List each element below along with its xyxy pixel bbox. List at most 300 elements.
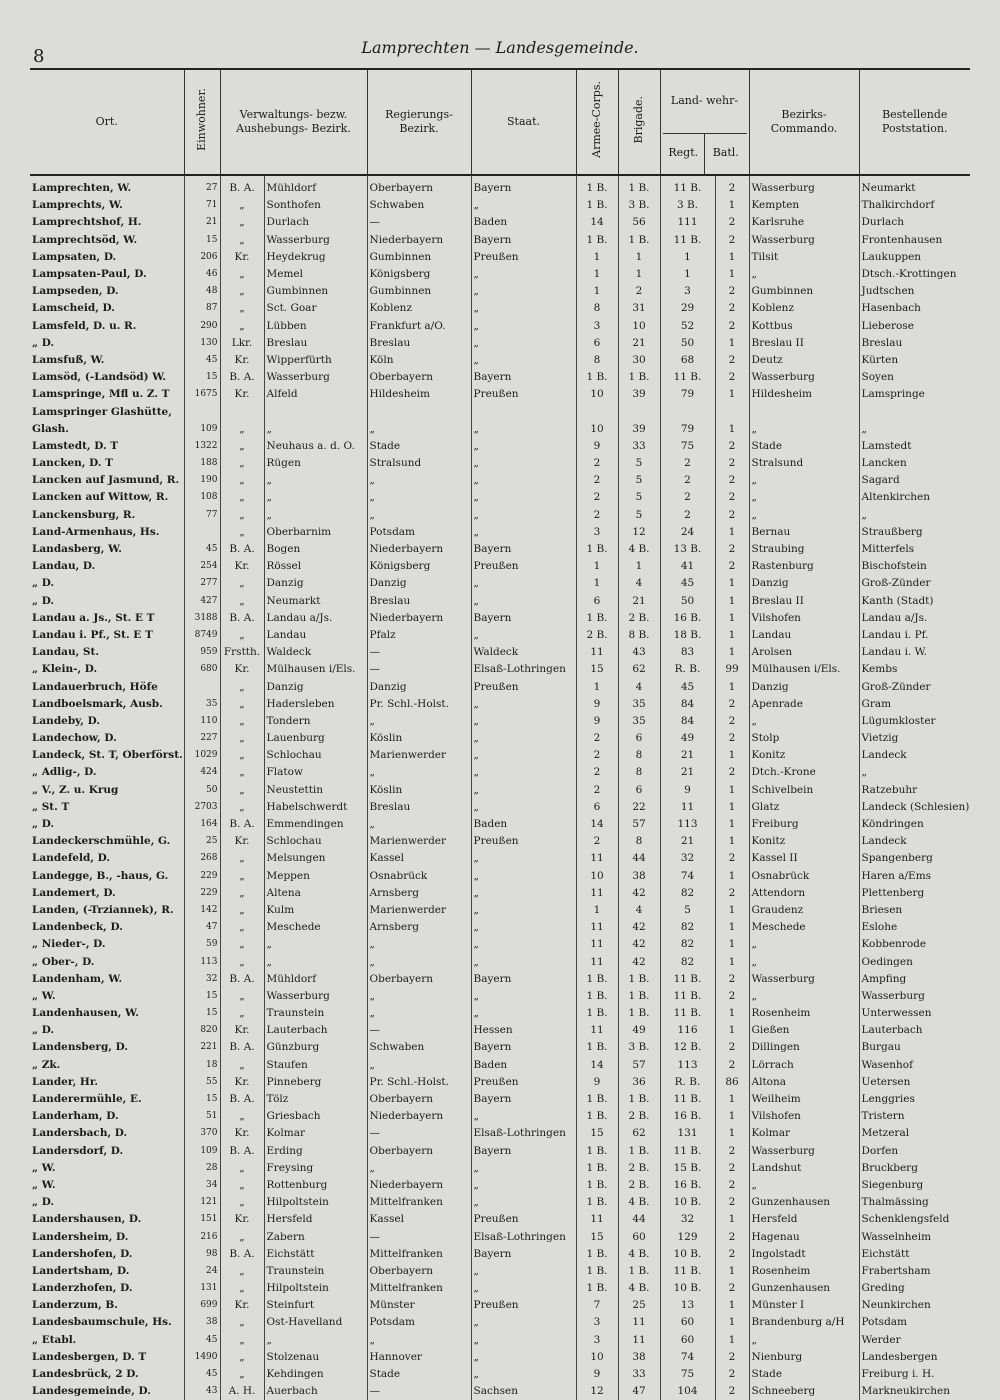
cell-verwaltungsbezirk: „ (264, 507, 367, 524)
cell-poststation: Landau i. Pf. (859, 627, 970, 644)
cell-ort: Landenbeck, D. (32, 921, 123, 934)
cell-bezirk-typ: „ (220, 988, 264, 1005)
cell-verwaltungsbezirk: Rügen (264, 455, 367, 472)
cell-staat: „ (471, 1005, 576, 1022)
cell-einwohner: 164 (184, 816, 220, 833)
cell-bezirk-typ: Lkr. (220, 335, 264, 352)
cell-armeecorps: 14 (576, 214, 618, 231)
table-row (30, 232, 970, 249)
cell-staat: „ (471, 438, 576, 455)
cell-einwohner: 229 (184, 885, 220, 902)
cell-bezirkskommando: Nienburg (749, 1349, 859, 1366)
cell-ort: „ D. (32, 818, 55, 831)
header-staat: Staat. (471, 69, 576, 175)
cell-landwehr-batl: 1 (715, 644, 749, 661)
cell-regierungsbezirk: „ (367, 421, 471, 438)
cell-poststation: Spangenberg (859, 850, 970, 867)
cell-armeecorps: 1 B. (576, 1039, 618, 1056)
cell-verwaltungsbezirk: Mühldorf (264, 971, 367, 988)
cell-bezirkskommando: Konitz (749, 747, 859, 764)
cell-poststation: Schenklengsfeld (859, 1211, 970, 1228)
table-row (30, 902, 970, 919)
cell-armeecorps: 6 (576, 593, 618, 610)
cell-landwehr-regt: 12 B. (660, 1039, 715, 1056)
table-row (30, 489, 970, 506)
cell-regierungsbezirk: — (367, 1383, 471, 1400)
cell-ort: Landesbaumschule, Hs. (32, 1316, 172, 1329)
cell-staat: Preußen (471, 249, 576, 266)
cell-einwohner: 190 (184, 472, 220, 489)
cell-poststation: Lamspringe (859, 386, 970, 403)
cell-bezirkskommando: Wasserburg (749, 971, 859, 988)
cell-ort: Landboelsmark, Ausb. (32, 697, 163, 710)
cell-brigade: 49 (618, 1022, 660, 1039)
cell-poststation: Lügumkloster (859, 713, 970, 730)
cell-regierungsbezirk: Schwaben (367, 197, 471, 214)
cell-landwehr-regt: 84 (660, 713, 715, 730)
cell-staat: Bayern (471, 1091, 576, 1108)
cell-armeecorps: 2 (576, 764, 618, 781)
cell-ort: Landensberg, D. (32, 1041, 128, 1054)
cell-regierungsbezirk: „ (367, 1005, 471, 1022)
cell-brigade: 30 (618, 352, 660, 369)
cell-armeecorps: 1 B. (576, 197, 618, 214)
cell-einwohner: 38 (184, 1314, 220, 1331)
cell-verwaltungsbezirk: Mühldorf (264, 175, 367, 197)
cell-landwehr-batl: 2 (715, 730, 749, 747)
cell-landwehr-regt: 50 (660, 593, 715, 610)
cell-einwohner: 221 (184, 1039, 220, 1056)
cell-armeecorps: 1 B. (576, 232, 618, 249)
cell-landwehr-batl: 2 (715, 1177, 749, 1194)
cell-staat: Bayern (471, 541, 576, 558)
cell-bezirk-typ: „ (220, 1177, 264, 1194)
cell-verwaltungsbezirk: Sonthofen (264, 197, 367, 214)
table-row (30, 524, 970, 541)
cell-staat: Elsaß-Lothringen (471, 1228, 576, 1245)
cell-verwaltungsbezirk: Lauenburg (264, 730, 367, 747)
cell-poststation: Laukuppen (859, 249, 970, 266)
cell-ort: Landegge, B., -haus, G. (32, 869, 169, 882)
cell-regierungsbezirk: Köslin (367, 730, 471, 747)
cell-poststation: Briesen (859, 902, 970, 919)
cell-verwaltungsbezirk: Kolmar (264, 1125, 367, 1142)
cell-verwaltungsbezirk: „ (264, 421, 367, 438)
cell-landwehr-batl: 1 (715, 197, 749, 214)
table-row (30, 1005, 970, 1022)
cell-landwehr-regt: 11 B. (660, 1263, 715, 1280)
cell-landwehr-batl: 2 (715, 1039, 749, 1056)
cell-regierungsbezirk: Oberbayern (367, 175, 471, 197)
cell-brigade: 44 (618, 1211, 660, 1228)
cell-poststation: Ratzebuhr (859, 782, 970, 799)
cell-armeecorps: 1 B. (576, 175, 618, 197)
cell-poststation: Haren a/Ems (859, 868, 970, 885)
cell-verwaltungsbezirk: Neuhaus a. d. O. (264, 438, 367, 455)
cell-bezirk-typ: „ (220, 489, 264, 506)
cell-staat: Waldeck (471, 644, 576, 661)
cell-armeecorps: 8 (576, 352, 618, 369)
cell-brigade: 4 B. (618, 1194, 660, 1211)
cell-landwehr-batl: 1 (715, 386, 749, 403)
cell-landwehr-batl: 2 (715, 1143, 749, 1160)
cell-landwehr-batl: 1 (715, 816, 749, 833)
table-row (30, 1074, 970, 1091)
cell-ort: „ D. (32, 336, 55, 349)
cell-verwaltungsbezirk: Flatow (264, 764, 367, 781)
cell-verwaltungsbezirk: Zabern (264, 1228, 367, 1245)
cell-regierungsbezirk (367, 403, 471, 420)
cell-landwehr-batl: 1 (715, 1263, 749, 1280)
table-row (30, 1263, 970, 1280)
cell-regierungsbezirk: „ (367, 936, 471, 953)
cell-bezirkskommando: Hagenau (749, 1228, 859, 1245)
cell-landwehr-batl: 2 (715, 988, 749, 1005)
cell-armeecorps: 1 (576, 249, 618, 266)
cell-landwehr-regt: 113 (660, 1057, 715, 1074)
cell-landwehr-regt: 11 B. (660, 369, 715, 386)
cell-landwehr-regt: 21 (660, 764, 715, 781)
cell-brigade: 8 B. (618, 627, 660, 644)
cell-staat: Bayern (471, 232, 576, 249)
cell-einwohner: 370 (184, 1125, 220, 1142)
cell-poststation: Werder (859, 1332, 970, 1349)
cell-bezirk-typ: Kr. (220, 386, 264, 403)
cell-ort: Landershausen, D. (32, 1213, 142, 1226)
header-brigade: Brigade. (618, 69, 660, 175)
cell-armeecorps: 1 B. (576, 369, 618, 386)
cell-brigade: 5 (618, 489, 660, 506)
cell-bezirk-typ: „ (220, 885, 264, 902)
cell-bezirkskommando: Danzig (749, 678, 859, 695)
table-row (30, 421, 970, 438)
cell-verwaltungsbezirk: Lauterbach (264, 1022, 367, 1039)
cell-staat: „ (471, 593, 576, 610)
cell-landwehr-batl: 1 (715, 266, 749, 283)
cell-staat: „ (471, 524, 576, 541)
cell-einwohner: 427 (184, 593, 220, 610)
cell-armeecorps: 12 (576, 1383, 618, 1400)
cell-staat: Baden (471, 1057, 576, 1074)
cell-ort: „ Etabl. (32, 1333, 77, 1346)
cell-landwehr-regt: 13 B. (660, 541, 715, 558)
cell-brigade: 21 (618, 593, 660, 610)
cell-poststation: Ampfing (859, 971, 970, 988)
cell-landwehr-regt: 41 (660, 558, 715, 575)
cell-landwehr-regt: 16 B. (660, 610, 715, 627)
cell-bezirkskommando: „ (749, 489, 859, 506)
table-row (30, 541, 970, 558)
cell-landwehr-regt: 10 B. (660, 1246, 715, 1263)
cell-poststation: Lieberose (859, 318, 970, 335)
cell-landwehr-batl: 1 (715, 610, 749, 627)
cell-brigade: 35 (618, 696, 660, 713)
cell-armeecorps: 11 (576, 850, 618, 867)
cell-armeecorps: 15 (576, 661, 618, 678)
cell-landwehr-regt: 84 (660, 696, 715, 713)
cell-bezirkskommando: Gießen (749, 1022, 859, 1039)
cell-verwaltungsbezirk: Melsungen (264, 850, 367, 867)
cell-landwehr-batl: 2 (715, 713, 749, 730)
cell-bezirk-typ: „ (220, 764, 264, 781)
header-armee: Armee-Corps. (576, 69, 618, 175)
cell-einwohner: 48 (184, 283, 220, 300)
cell-staat: „ (471, 1349, 576, 1366)
cell-bezirkskommando: Dillingen (749, 1039, 859, 1056)
cell-poststation: Altenkirchen (859, 489, 970, 506)
table-row (30, 1022, 970, 1039)
table-row (30, 833, 970, 850)
cell-verwaltungsbezirk: Traunstein (264, 1263, 367, 1280)
cell-bezirkskommando: „ (749, 507, 859, 524)
header-bezirkskommando: Bezirks- Commando. (749, 69, 859, 175)
cell-regierungsbezirk: Gumbinnen (367, 283, 471, 300)
cell-poststation: Straußberg (859, 524, 970, 541)
cell-bezirk-typ: „ (220, 850, 264, 867)
cell-einwohner: 680 (184, 661, 220, 678)
cell-staat: „ (471, 1280, 576, 1297)
cell-regierungsbezirk: Niederbayern (367, 1108, 471, 1125)
cell-staat: „ (471, 868, 576, 885)
cell-armeecorps: 1 (576, 283, 618, 300)
cell-poststation: Landeck (Schlesien) (859, 799, 970, 816)
cell-poststation: Burgau (859, 1039, 970, 1056)
cell-ort: Lamprechtsöd, W. (32, 233, 138, 246)
cell-landwehr-regt: 68 (660, 352, 715, 369)
table-row (30, 1211, 970, 1228)
cell-bezirkskommando: Schneeberg (749, 1383, 859, 1400)
cell-landwehr-regt: 111 (660, 214, 715, 231)
cell-bezirkskommando: Breslau II (749, 593, 859, 610)
cell-bezirk-typ: B. A. (220, 610, 264, 627)
cell-verwaltungsbezirk: Tölz (264, 1091, 367, 1108)
cell-bezirk-typ: „ (220, 730, 264, 747)
cell-bezirkskommando: Ingolstadt (749, 1246, 859, 1263)
cell-verwaltungsbezirk: Sct. Goar (264, 300, 367, 317)
cell-regierungsbezirk: Marienwerder (367, 833, 471, 850)
cell-ort: „ Adlig-, D. (32, 766, 97, 779)
cell-brigade: 1 B. (618, 1091, 660, 1108)
cell-regierungsbezirk: „ (367, 1160, 471, 1177)
cell-brigade: 42 (618, 885, 660, 902)
table-row (30, 868, 970, 885)
cell-landwehr-batl: 1 (715, 782, 749, 799)
cell-regierungsbezirk: Schwaben (367, 1039, 471, 1056)
cell-armeecorps: 3 (576, 1332, 618, 1349)
cell-bezirk-typ: „ (220, 232, 264, 249)
cell-einwohner: 1322 (184, 438, 220, 455)
cell-armeecorps: 14 (576, 1057, 618, 1074)
cell-landwehr-batl: 2 (715, 318, 749, 335)
cell-verwaltungsbezirk: Durlach (264, 214, 367, 231)
cell-einwohner: 151 (184, 1211, 220, 1228)
cell-verwaltungsbezirk: Memel (264, 266, 367, 283)
cell-einwohner: 130 (184, 335, 220, 352)
cell-verwaltungsbezirk: Steinfurt (264, 1297, 367, 1314)
cell-staat: Preußen (471, 1211, 576, 1228)
cell-poststation: Mitterfels (859, 541, 970, 558)
cell-einwohner: 50 (184, 782, 220, 799)
cell-einwohner: 47 (184, 919, 220, 936)
cell-landwehr-regt: 13 (660, 1297, 715, 1314)
table-row (30, 283, 970, 300)
cell-ort: Lanckensburg, R. (32, 508, 136, 521)
cell-brigade: 1 (618, 558, 660, 575)
cell-regierungsbezirk: — (367, 1022, 471, 1039)
cell-landwehr-regt: 2 (660, 455, 715, 472)
cell-einwohner: 24 (184, 1263, 220, 1280)
cell-bezirkskommando: Rastenburg (749, 558, 859, 575)
cell-regierungsbezirk: Danzig (367, 575, 471, 592)
cell-staat: „ (471, 1177, 576, 1194)
cell-ort: Landesgemeinde, D. (32, 1385, 151, 1398)
cell-ort: Landenhausen, W. (32, 1007, 139, 1020)
cell-verwaltungsbezirk: Auerbach (264, 1383, 367, 1400)
cell-landwehr-regt: 2 (660, 507, 715, 524)
cell-verwaltungsbezirk: Oberbarnim (264, 524, 367, 541)
cell-staat: Preußen (471, 678, 576, 695)
cell-landwehr-regt: 16 B. (660, 1108, 715, 1125)
cell-armeecorps: 1 B. (576, 610, 618, 627)
cell-landwehr-regt: 11 B. (660, 232, 715, 249)
cell-einwohner: 51 (184, 1108, 220, 1125)
cell-poststation: Oedingen (859, 953, 970, 970)
cell-bezirk-typ: „ (220, 455, 264, 472)
cell-landwehr-regt: 74 (660, 868, 715, 885)
cell-poststation: Potsdam (859, 1314, 970, 1331)
cell-brigade: 10 (618, 318, 660, 335)
cell-staat: Bayern (471, 610, 576, 627)
cell-brigade: 1 B. (618, 971, 660, 988)
table-row (30, 919, 970, 936)
cell-einwohner: 142 (184, 902, 220, 919)
cell-landwehr-regt: 9 (660, 782, 715, 799)
cell-staat: „ (471, 352, 576, 369)
cell-bezirkskommando: Danzig (749, 575, 859, 592)
cell-landwehr-batl: 1 (715, 335, 749, 352)
cell-poststation: Lauterbach (859, 1022, 970, 1039)
cell-bezirk-typ: „ (220, 438, 264, 455)
cell-regierungsbezirk: Danzig (367, 678, 471, 695)
cell-poststation: Eslohe (859, 919, 970, 936)
cell-ort: Landemert, D. (32, 886, 116, 899)
cell-landwehr-batl: 1 (715, 1005, 749, 1022)
cell-brigade: 8 (618, 747, 660, 764)
cell-einwohner: 32 (184, 971, 220, 988)
cell-ort: „ W. (32, 989, 56, 1002)
cell-staat: „ (471, 300, 576, 317)
cell-ort: Landen, (-Trziannek), R. (32, 903, 174, 916)
cell-regierungsbezirk: — (367, 644, 471, 661)
cell-armeecorps: 1 B. (576, 1263, 618, 1280)
cell-staat: „ (471, 1108, 576, 1125)
cell-verwaltungsbezirk: „ (264, 1332, 367, 1349)
cell-ort: Landenham, W. (32, 972, 123, 985)
cell-einwohner: 55 (184, 1074, 220, 1091)
table-row (30, 644, 970, 661)
cell-armeecorps: 1 B. (576, 1143, 618, 1160)
cell-brigade: 3 B. (618, 197, 660, 214)
cell-landwehr-regt: 24 (660, 524, 715, 541)
cell-verwaltungsbezirk: Meschede (264, 919, 367, 936)
cell-landwehr-regt: 60 (660, 1314, 715, 1331)
cell-verwaltungsbezirk: Wasserburg (264, 369, 367, 386)
cell-bezirk-typ: „ (220, 919, 264, 936)
cell-brigade: 38 (618, 868, 660, 885)
cell-brigade: 4 B. (618, 1280, 660, 1297)
cell-armeecorps: 6 (576, 799, 618, 816)
cell-einwohner: 59 (184, 936, 220, 953)
cell-armeecorps: 1 B. (576, 1091, 618, 1108)
cell-landwehr-batl: 2 (715, 507, 749, 524)
cell-poststation: Lamstedt (859, 438, 970, 455)
table-row (30, 988, 970, 1005)
cell-bezirkskommando: Stralsund (749, 455, 859, 472)
cell-armeecorps: 2 (576, 489, 618, 506)
cell-poststation: Landau i. W. (859, 644, 970, 661)
cell-staat: Preußen (471, 386, 576, 403)
cell-regierungsbezirk: „ (367, 953, 471, 970)
cell-einwohner: 131 (184, 1280, 220, 1297)
table-row (30, 1091, 970, 1108)
cell-regierungsbezirk: Hannover (367, 1349, 471, 1366)
cell-verwaltungsbezirk: Neumarkt (264, 593, 367, 610)
cell-bezirkskommando: Landau (749, 627, 859, 644)
cell-ort: Lamspringer Glashütte, (32, 405, 172, 418)
cell-regierungsbezirk: Niederbayern (367, 232, 471, 249)
cell-bezirk-typ: Kr. (220, 1022, 264, 1039)
cell-bezirk-typ: „ (220, 799, 264, 816)
cell-armeecorps: 1 B. (576, 1194, 618, 1211)
cell-einwohner: 699 (184, 1297, 220, 1314)
cell-brigade: 2 B. (618, 610, 660, 627)
cell-brigade: 60 (618, 1228, 660, 1245)
cell-ort: Landertsham, D. (32, 1264, 130, 1277)
cell-poststation: Wasselnheim (859, 1228, 970, 1245)
cell-ort: Landauerbruch, Höfe (32, 680, 158, 693)
cell-landwehr-regt: 116 (660, 1022, 715, 1039)
cell-einwohner: 8749 (184, 627, 220, 644)
cell-landwehr-batl: 2 (715, 175, 749, 197)
cell-regierungsbezirk: Köslin (367, 782, 471, 799)
cell-landwehr-batl: 1 (715, 1332, 749, 1349)
table-row (30, 627, 970, 644)
cell-landwehr-regt: 104 (660, 1383, 715, 1400)
cell-verwaltungsbezirk (264, 403, 367, 420)
cell-armeecorps: 2 B. (576, 627, 618, 644)
cell-armeecorps: 1 B. (576, 1108, 618, 1125)
table-row (30, 472, 970, 489)
table-row (30, 1125, 970, 1142)
cell-poststation: Freiburg i. H. (859, 1366, 970, 1383)
cell-landwehr-regt: 82 (660, 953, 715, 970)
cell-poststation: Groß-Zünder (859, 575, 970, 592)
cell-landwehr-batl: 1 (715, 953, 749, 970)
cell-regierungsbezirk: Osnabrück (367, 868, 471, 885)
cell-einwohner: 15 (184, 1091, 220, 1108)
cell-bezirkskommando: Arolsen (749, 644, 859, 661)
cell-verwaltungsbezirk: Altena (264, 885, 367, 902)
cell-brigade: 1 B. (618, 988, 660, 1005)
cell-bezirkskommando: Meschede (749, 919, 859, 936)
cell-bezirk-typ: „ (220, 300, 264, 317)
cell-einwohner: 109 (184, 1143, 220, 1160)
cell-brigade (618, 403, 660, 420)
cell-landwehr-batl: 1 (715, 1297, 749, 1314)
cell-landwehr-regt: 45 (660, 575, 715, 592)
table-row (30, 1057, 970, 1074)
cell-einwohner: 98 (184, 1246, 220, 1263)
